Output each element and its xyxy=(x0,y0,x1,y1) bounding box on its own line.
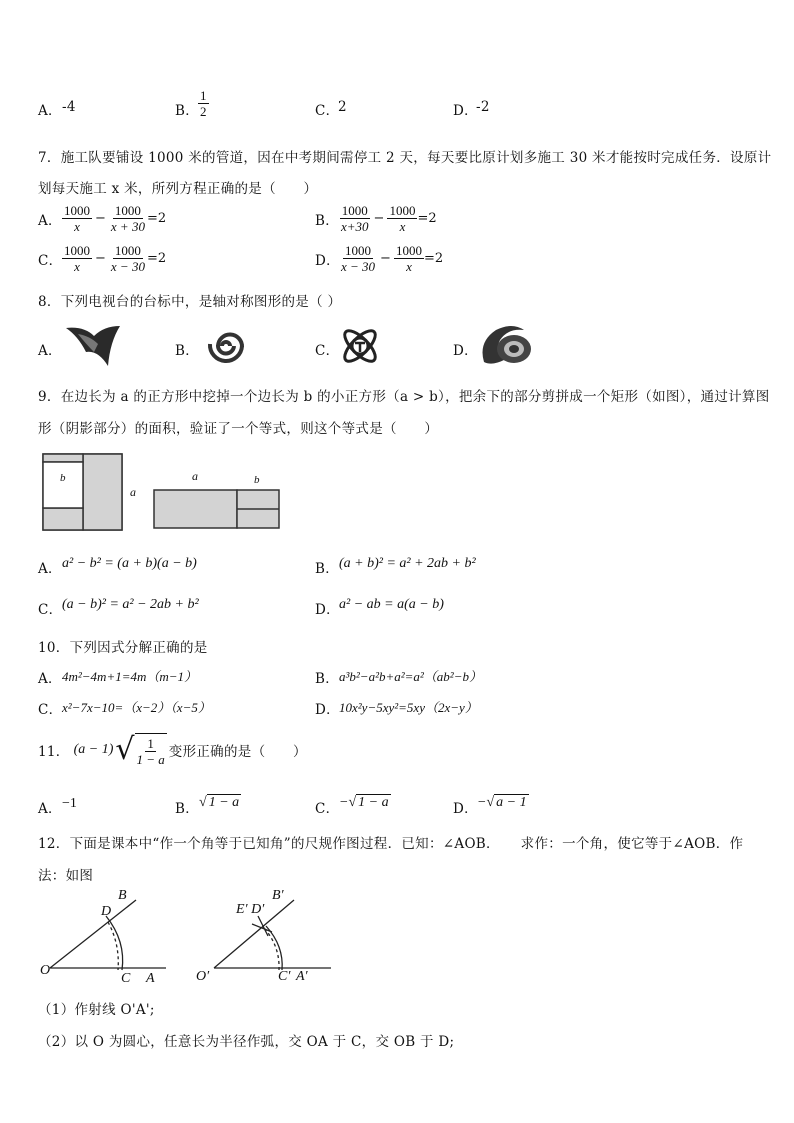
q7-frac-1-den: x xyxy=(74,259,80,274)
q10-b-label: B． xyxy=(315,671,340,687)
q7-minus: − xyxy=(373,211,385,226)
q6-d-label: D． xyxy=(453,103,478,119)
q7-frac-1-num: 1000 xyxy=(341,203,368,218)
q7-rhs: =2 xyxy=(146,251,167,266)
q7-rhs: =2 xyxy=(417,211,437,226)
q7-rhs: =2 xyxy=(423,251,444,266)
q6-a-label: A． xyxy=(38,103,62,119)
q9-b-text: (a + b)² = a² + 2ab + b² xyxy=(339,556,476,571)
q9-d-label: D． xyxy=(315,602,340,618)
q7-option-label: C． xyxy=(38,252,63,269)
q7-frac-2-num: 1000 xyxy=(114,203,141,218)
q8-c-label: C． xyxy=(315,343,340,359)
q7-frac-1-num: 1000 xyxy=(64,203,90,218)
q6-c-label: C． xyxy=(315,103,340,119)
q10-b-text: a³b²−a²b+a²=a²（ab²−b） xyxy=(339,669,482,684)
q7-frac-1 xyxy=(62,243,92,274)
q6-b-numerator: 1 xyxy=(200,88,207,103)
q12-step2: （2）以 O 为圆心，任意长为半径作弧，交 OA 于 C，交 OB 于 D; xyxy=(38,1034,455,1050)
q10-d-label: D． xyxy=(315,702,340,718)
logo-a-icon xyxy=(64,322,122,368)
q7-stem-line2: 划每天施工 x 米，所列方程正确的是（ ） xyxy=(38,181,318,197)
q9-c-label: C． xyxy=(38,602,63,618)
q7-option-d xyxy=(315,243,443,274)
q7-option-label: A． xyxy=(38,212,62,229)
q7-frac-2-den: x − 30 xyxy=(110,259,145,274)
q9-fig-label-b2: b xyxy=(254,474,260,486)
q7-frac-1 xyxy=(339,203,371,234)
q7-minus: − xyxy=(95,211,106,226)
q11-number: 11． xyxy=(38,744,70,760)
q9-stem-line2: 形（阴影部分）的面积，验证了一个等式，则这个等式是（ ） xyxy=(38,421,439,437)
q11-a-text: −1 xyxy=(62,796,77,811)
q11-a-label: A． xyxy=(38,801,62,817)
q12-fig2-C: C′ xyxy=(278,969,291,984)
q11-d-label: D． xyxy=(453,801,478,817)
q9-b-label: B． xyxy=(315,561,340,577)
q8-d-label: D． xyxy=(453,343,478,359)
q7-frac-2 xyxy=(387,203,417,234)
q12-fig1-O: O xyxy=(40,963,51,978)
q9-stem-line1: 9．在边长为 a 的正方形中挖掉一个边长为 b 的小正方形（a > b），把余下的部分剪拼成一个矩形（如图），通过计算图 xyxy=(38,389,770,405)
q7-frac-2-num: 1000 xyxy=(389,203,416,218)
q7-frac-1-num: 1000 xyxy=(64,243,90,258)
q11-d-expr: −√ a − 1 xyxy=(477,795,527,810)
q7-frac-2 xyxy=(109,243,147,274)
q7-option-c xyxy=(38,243,166,274)
q7-option-label: D． xyxy=(315,252,340,269)
q6-b-denominator: 2 xyxy=(200,104,207,119)
q8-b-label: B． xyxy=(175,343,200,359)
q12-fig2-A: A′ xyxy=(296,969,308,984)
q7-frac-2-den: x xyxy=(406,259,412,274)
q7-frac-2-num: 1000 xyxy=(114,243,141,258)
q8-a-label: A． xyxy=(38,343,62,359)
q7-frac-2 xyxy=(109,203,147,234)
q7-option-a xyxy=(38,203,166,234)
q11-radical-icon: √ xyxy=(115,732,135,767)
q12-fig1-D: D xyxy=(101,904,112,919)
q12-fig1-B: B xyxy=(118,888,127,903)
q12-fig1-C: C xyxy=(121,971,131,986)
q7-frac-1-den: x − 30 xyxy=(341,259,376,274)
q9-small-square xyxy=(43,462,83,508)
q7-minus: − xyxy=(380,251,391,266)
q12-fig1-A: A xyxy=(146,971,155,986)
q9-fig-label-a2: a xyxy=(192,469,198,483)
q11-c-sign: − xyxy=(339,795,349,810)
q10-d-text: 10x²y−5xy²=5xy（2x−y） xyxy=(339,700,478,715)
q7-frac-1-num: 1000 xyxy=(345,243,372,258)
q10-stem: 10．下列因式分解正确的是 xyxy=(38,640,208,656)
q11-post: 变形正确的是（ ） xyxy=(168,744,307,760)
q7-frac-1-den: x xyxy=(74,219,80,234)
q7-frac-1 xyxy=(62,203,92,234)
q9-fig-label-a1: a xyxy=(130,485,136,499)
q7-rhs: =2 xyxy=(146,211,167,226)
q11-b-radicand: 1 − a xyxy=(208,795,240,810)
q12-stem-line1: 12．下面是课本中“作一个角等于已知角”的尺规作图过程．已知：∠AOB． 求作：一个角，使它等于∠AOB．作 xyxy=(38,836,744,852)
q6-b-fraction xyxy=(198,88,209,119)
q9-d-text: a² − ab = a(a − b) xyxy=(339,597,444,612)
q7-frac-1 xyxy=(339,243,377,274)
logo-d-disc-icon xyxy=(478,322,536,368)
q6-c-text: 2 xyxy=(338,99,347,115)
q12-fig2-B: B′ xyxy=(272,888,284,903)
q7-option-label: B． xyxy=(315,212,340,229)
q6-d-text: -2 xyxy=(476,99,490,115)
q11-d-sign: − xyxy=(477,795,487,810)
q7-frac-2 xyxy=(394,243,424,274)
q6-b-label: B． xyxy=(175,103,200,119)
q9-a-text: a² − b² = (a + b)(a − b) xyxy=(62,556,197,571)
q10-c-text: x²−7x−10=（x−2）（x−5） xyxy=(62,700,211,715)
q7-frac-1-den: x+30 xyxy=(341,219,369,234)
q12-step1: （1）作射线 O'A'; xyxy=(38,1002,155,1018)
q6-a-text: -4 xyxy=(62,99,76,115)
q11-d-radicand: a − 1 xyxy=(496,795,527,810)
q7-minus: − xyxy=(95,251,106,266)
q12-figure xyxy=(36,886,336,986)
q12-fig2-ED: E′ D′ xyxy=(236,902,265,917)
q11-frac-den: 1 − a xyxy=(136,752,165,767)
q9-fig-label-b1: b xyxy=(60,472,66,484)
q11-c-label: C． xyxy=(315,801,340,817)
q12-stem-line2: 法：如图 xyxy=(38,868,94,884)
q11-radicand-fraction xyxy=(135,733,167,767)
q7-stem-line1: 7．施工队要铺设 1000 米的管道，因在中考期间需停工 2 天，每天要比原计划多施工 30 米才能按时完成任务．设原计 xyxy=(38,150,772,166)
q7-option-b xyxy=(315,203,437,234)
q11-frac-num: 1 xyxy=(147,736,154,751)
q9-figure xyxy=(40,452,290,534)
q11-stem xyxy=(38,730,307,770)
q11-prefix: (a − 1) xyxy=(73,742,114,757)
q11-b-label: B． xyxy=(175,801,200,817)
logo-c-atom-icon xyxy=(338,324,382,368)
q11-c-expr: −√ 1 − a xyxy=(339,795,389,810)
q9-a-label: A． xyxy=(38,561,62,577)
logo-b-swirl-icon xyxy=(203,324,249,368)
q7-frac-2-den: x + 30 xyxy=(110,219,145,234)
q7-frac-2-den: x xyxy=(399,219,406,234)
q8-stem: 8．下列电视台的台标中，是轴对称图形的是（ ） xyxy=(38,294,342,310)
q10-a-label: A． xyxy=(38,671,62,687)
q10-c-label: C． xyxy=(38,702,63,718)
q12-fig2-O: O′ xyxy=(196,969,210,984)
q11-b-expr: √ 1 − a xyxy=(199,795,240,810)
q11-c-radicand: 1 − a xyxy=(358,795,389,810)
q10-a-text: 4m²−4m+1=4m（m−1） xyxy=(62,669,198,684)
q9-c-text: (a − b)² = a² − 2ab + b² xyxy=(62,597,199,612)
q7-frac-2-num: 1000 xyxy=(395,243,422,258)
